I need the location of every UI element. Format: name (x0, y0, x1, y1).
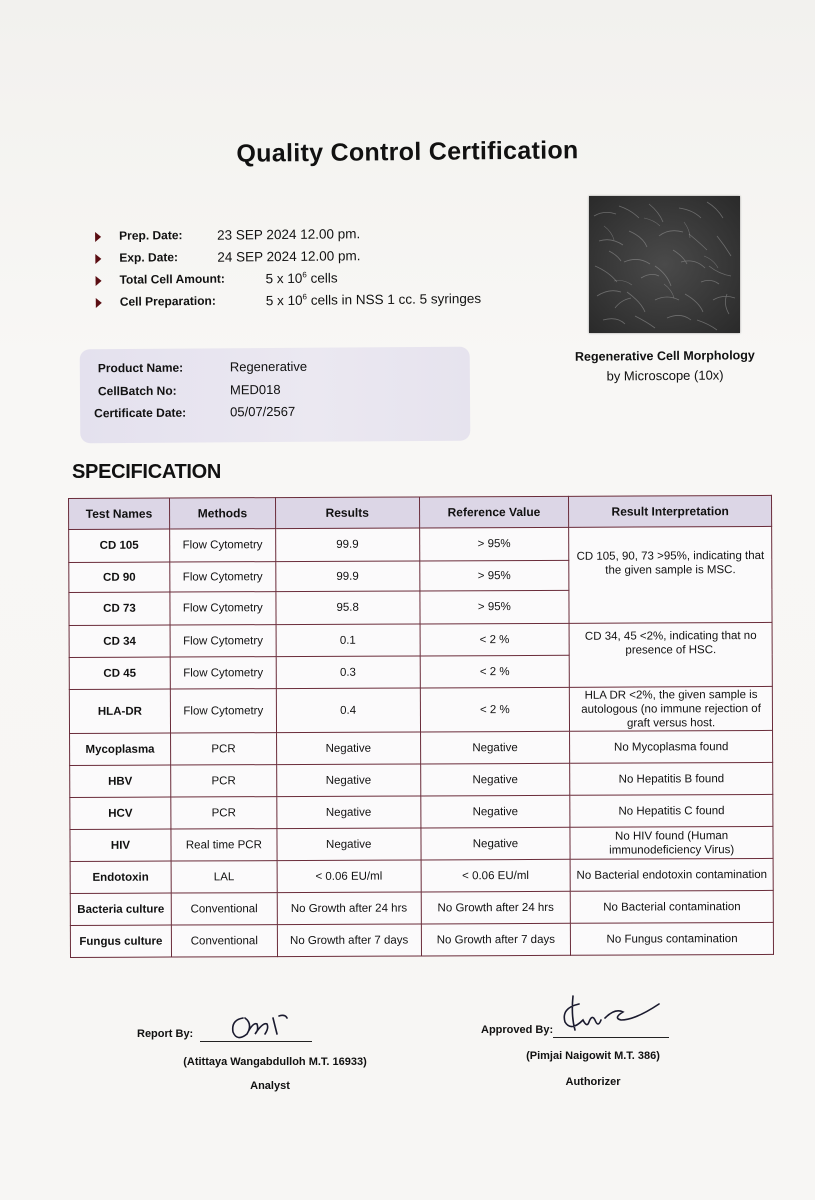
authorizer-name: (Pimjai Naigowit M.T. 386) (526, 1050, 660, 1062)
result-cell: 0.4 (276, 688, 420, 733)
result-cell: Negative (276, 764, 420, 797)
test-name-cell: CD 45 (69, 657, 170, 689)
method-cell: PCR (171, 797, 277, 829)
total-cell-base: 5 x 10 (265, 270, 303, 287)
test-name-cell: HLA-DR (69, 689, 170, 733)
certificate-date-value: 05/07/2567 (230, 403, 296, 420)
cell-prep-value (266, 288, 482, 311)
product-name-value: Regenerative (229, 358, 308, 375)
cell-prep-detail: cells in NSS 1 cc. 5 syringes (306, 290, 482, 308)
method-cell: Flow Cytometry (170, 529, 276, 562)
table-row (69, 622, 772, 657)
test-name-cell: CD 34 (69, 625, 170, 657)
table-row (70, 858, 773, 893)
triangle-bullet-icon (96, 276, 102, 286)
analyst-name: (Atittaya Wangabdulloh M.T. 16933) (183, 1056, 367, 1068)
test-name-cell: Endotoxin (70, 861, 171, 893)
total-cell-unit: cells (306, 270, 338, 286)
micrograph-caption-title: Regenerative Cell Morphology (574, 348, 755, 364)
interpretation-cell: CD 34, 45 <2%, indicating that no presence of HSC. (569, 622, 772, 687)
reference-cell: < 2 % (420, 655, 570, 688)
reference-cell: > 95% (419, 590, 569, 624)
method-cell: Real time PCR (171, 829, 277, 861)
table-row (70, 762, 773, 797)
reference-cell: < 2 % (420, 687, 570, 732)
table-row (70, 826, 773, 861)
table-row (70, 922, 773, 957)
interpretation-cell: No Hepatitis B found (570, 762, 773, 795)
test-name-cell: Mycoplasma (70, 733, 171, 765)
test-name-cell: HCV (70, 797, 171, 829)
approved-by-label: Approved By: (481, 1024, 554, 1036)
reference-cell: < 2 % (420, 623, 570, 656)
result-cell: No Growth after 24 hrs (277, 892, 421, 925)
total-cell-value (265, 267, 337, 289)
authorizer-signature (553, 990, 663, 1040)
cell-prep-base: 5 x 10 (265, 292, 303, 309)
reference-cell: > 95% (419, 527, 569, 561)
reference-cell: No Growth after 24 hrs (421, 891, 571, 924)
report-signature-line (200, 1041, 312, 1042)
reference-cell: > 95% (419, 560, 569, 591)
test-name-cell: CD 73 (69, 592, 170, 625)
test-name-cell: Fungus culture (70, 925, 171, 957)
reference-cell: No Growth after 7 days (421, 923, 571, 956)
method-cell: Flow Cytometry (170, 625, 276, 657)
triangle-bullet-icon (95, 232, 101, 242)
cell-prep-label: Cell Preparation: (119, 293, 216, 309)
table-row (70, 730, 773, 765)
table-row (69, 526, 772, 562)
analyst-role: Analyst (250, 1080, 290, 1092)
result-cell: 99.9 (276, 561, 420, 592)
cell-batch-value: MED018 (229, 381, 281, 398)
test-name-cell: CD 105 (69, 529, 170, 562)
method-cell: Flow Cytometry (170, 592, 276, 625)
specification-table (68, 495, 774, 958)
result-cell: 95.8 (276, 591, 420, 625)
interpretation-cell: No Bacterial contamination (571, 890, 774, 923)
cell-prep-exponent: 6 (302, 292, 308, 302)
authorizer-role: Authorizer (565, 1076, 621, 1088)
specification-heading: SPECIFICATION (72, 461, 222, 483)
triangle-bullet-icon (95, 254, 101, 264)
cell-morphology-micrograph (589, 196, 740, 333)
header-reference-value: Reference Value (419, 496, 569, 528)
result-cell: No Growth after 7 days (277, 924, 421, 957)
prep-info-list (95, 226, 482, 314)
analyst-signature (225, 1004, 305, 1044)
header-result-interpretation: Result Interpretation (569, 495, 772, 527)
method-cell: Flow Cytometry (170, 657, 276, 689)
result-cell: Negative (276, 732, 420, 765)
header-methods: Methods (169, 498, 275, 529)
reference-cell: Negative (420, 827, 570, 860)
reference-cell: < 0.06 EU/ml (421, 859, 571, 892)
interpretation-cell: CD 105, 90, 73 >95%, indicating that the given sample is MSC. (569, 526, 772, 623)
exp-date-value: 24 SEP 2024 12.00 pm. (217, 248, 361, 265)
result-cell: 0.3 (276, 656, 420, 689)
certificate-date-label: Certificate Date: (94, 405, 187, 421)
exp-date-label: Exp. Date: (119, 250, 179, 265)
method-cell: Conventional (171, 925, 277, 957)
test-name-cell: HBV (70, 765, 171, 797)
result-cell: Negative (277, 828, 421, 861)
result-cell: Negative (277, 796, 421, 829)
method-cell: PCR (171, 765, 277, 797)
reference-cell: Negative (420, 795, 570, 828)
result-cell: 0.1 (276, 624, 420, 657)
test-name-cell: HIV (70, 829, 171, 861)
method-cell: PCR (170, 733, 276, 765)
header-results: Results (275, 497, 419, 529)
table-row (70, 890, 773, 925)
total-cell-label: Total Cell Amount: (119, 271, 225, 287)
result-cell: 99.9 (275, 528, 419, 562)
table-header-row (69, 495, 772, 529)
product-info-box (80, 347, 471, 444)
header-test-names: Test Names (69, 498, 170, 529)
triangle-bullet-icon (96, 298, 102, 308)
table-row (69, 686, 772, 733)
interpretation-cell: HLA DR <2%, the given sample is autologous (no immune rejection of graft versus host. (570, 686, 773, 731)
approve-signature-line (553, 1037, 669, 1038)
product-name-label: Product Name: (97, 360, 184, 376)
interpretation-cell: No Fungus contamination (571, 922, 774, 955)
method-cell: Flow Cytometry (170, 562, 276, 592)
report-by-label: Report By: (137, 1028, 194, 1040)
micrograph-caption (540, 346, 790, 386)
method-cell: Flow Cytometry (170, 689, 276, 733)
method-cell: LAL (171, 861, 277, 893)
interpretation-cell: No HIV found (Human immunodeficiency Virus) (570, 826, 773, 859)
method-cell: Conventional (171, 893, 277, 925)
result-cell: < 0.06 EU/ml (277, 860, 421, 893)
interpretation-cell: No Hepatitis C found (570, 794, 773, 827)
micrograph-caption-subtitle: by Microscope (10x) (606, 367, 724, 384)
reference-cell: Negative (420, 763, 570, 796)
table-row (70, 794, 773, 829)
prep-date-value: 23 SEP 2024 12.00 pm. (217, 226, 361, 243)
total-cell-exponent: 6 (302, 270, 307, 280)
test-name-cell: Bacteria culture (70, 893, 171, 925)
test-name-cell: CD 90 (69, 562, 170, 592)
interpretation-cell: No Bacterial endotoxin contamination (570, 858, 773, 891)
prep-date-label: Prep. Date: (119, 228, 183, 243)
cell-batch-label: CellBatch No: (97, 383, 177, 399)
reference-cell: Negative (420, 731, 570, 764)
interpretation-cell: No Mycoplasma found (570, 730, 773, 763)
page-title: Quality Control Certification (236, 136, 579, 168)
